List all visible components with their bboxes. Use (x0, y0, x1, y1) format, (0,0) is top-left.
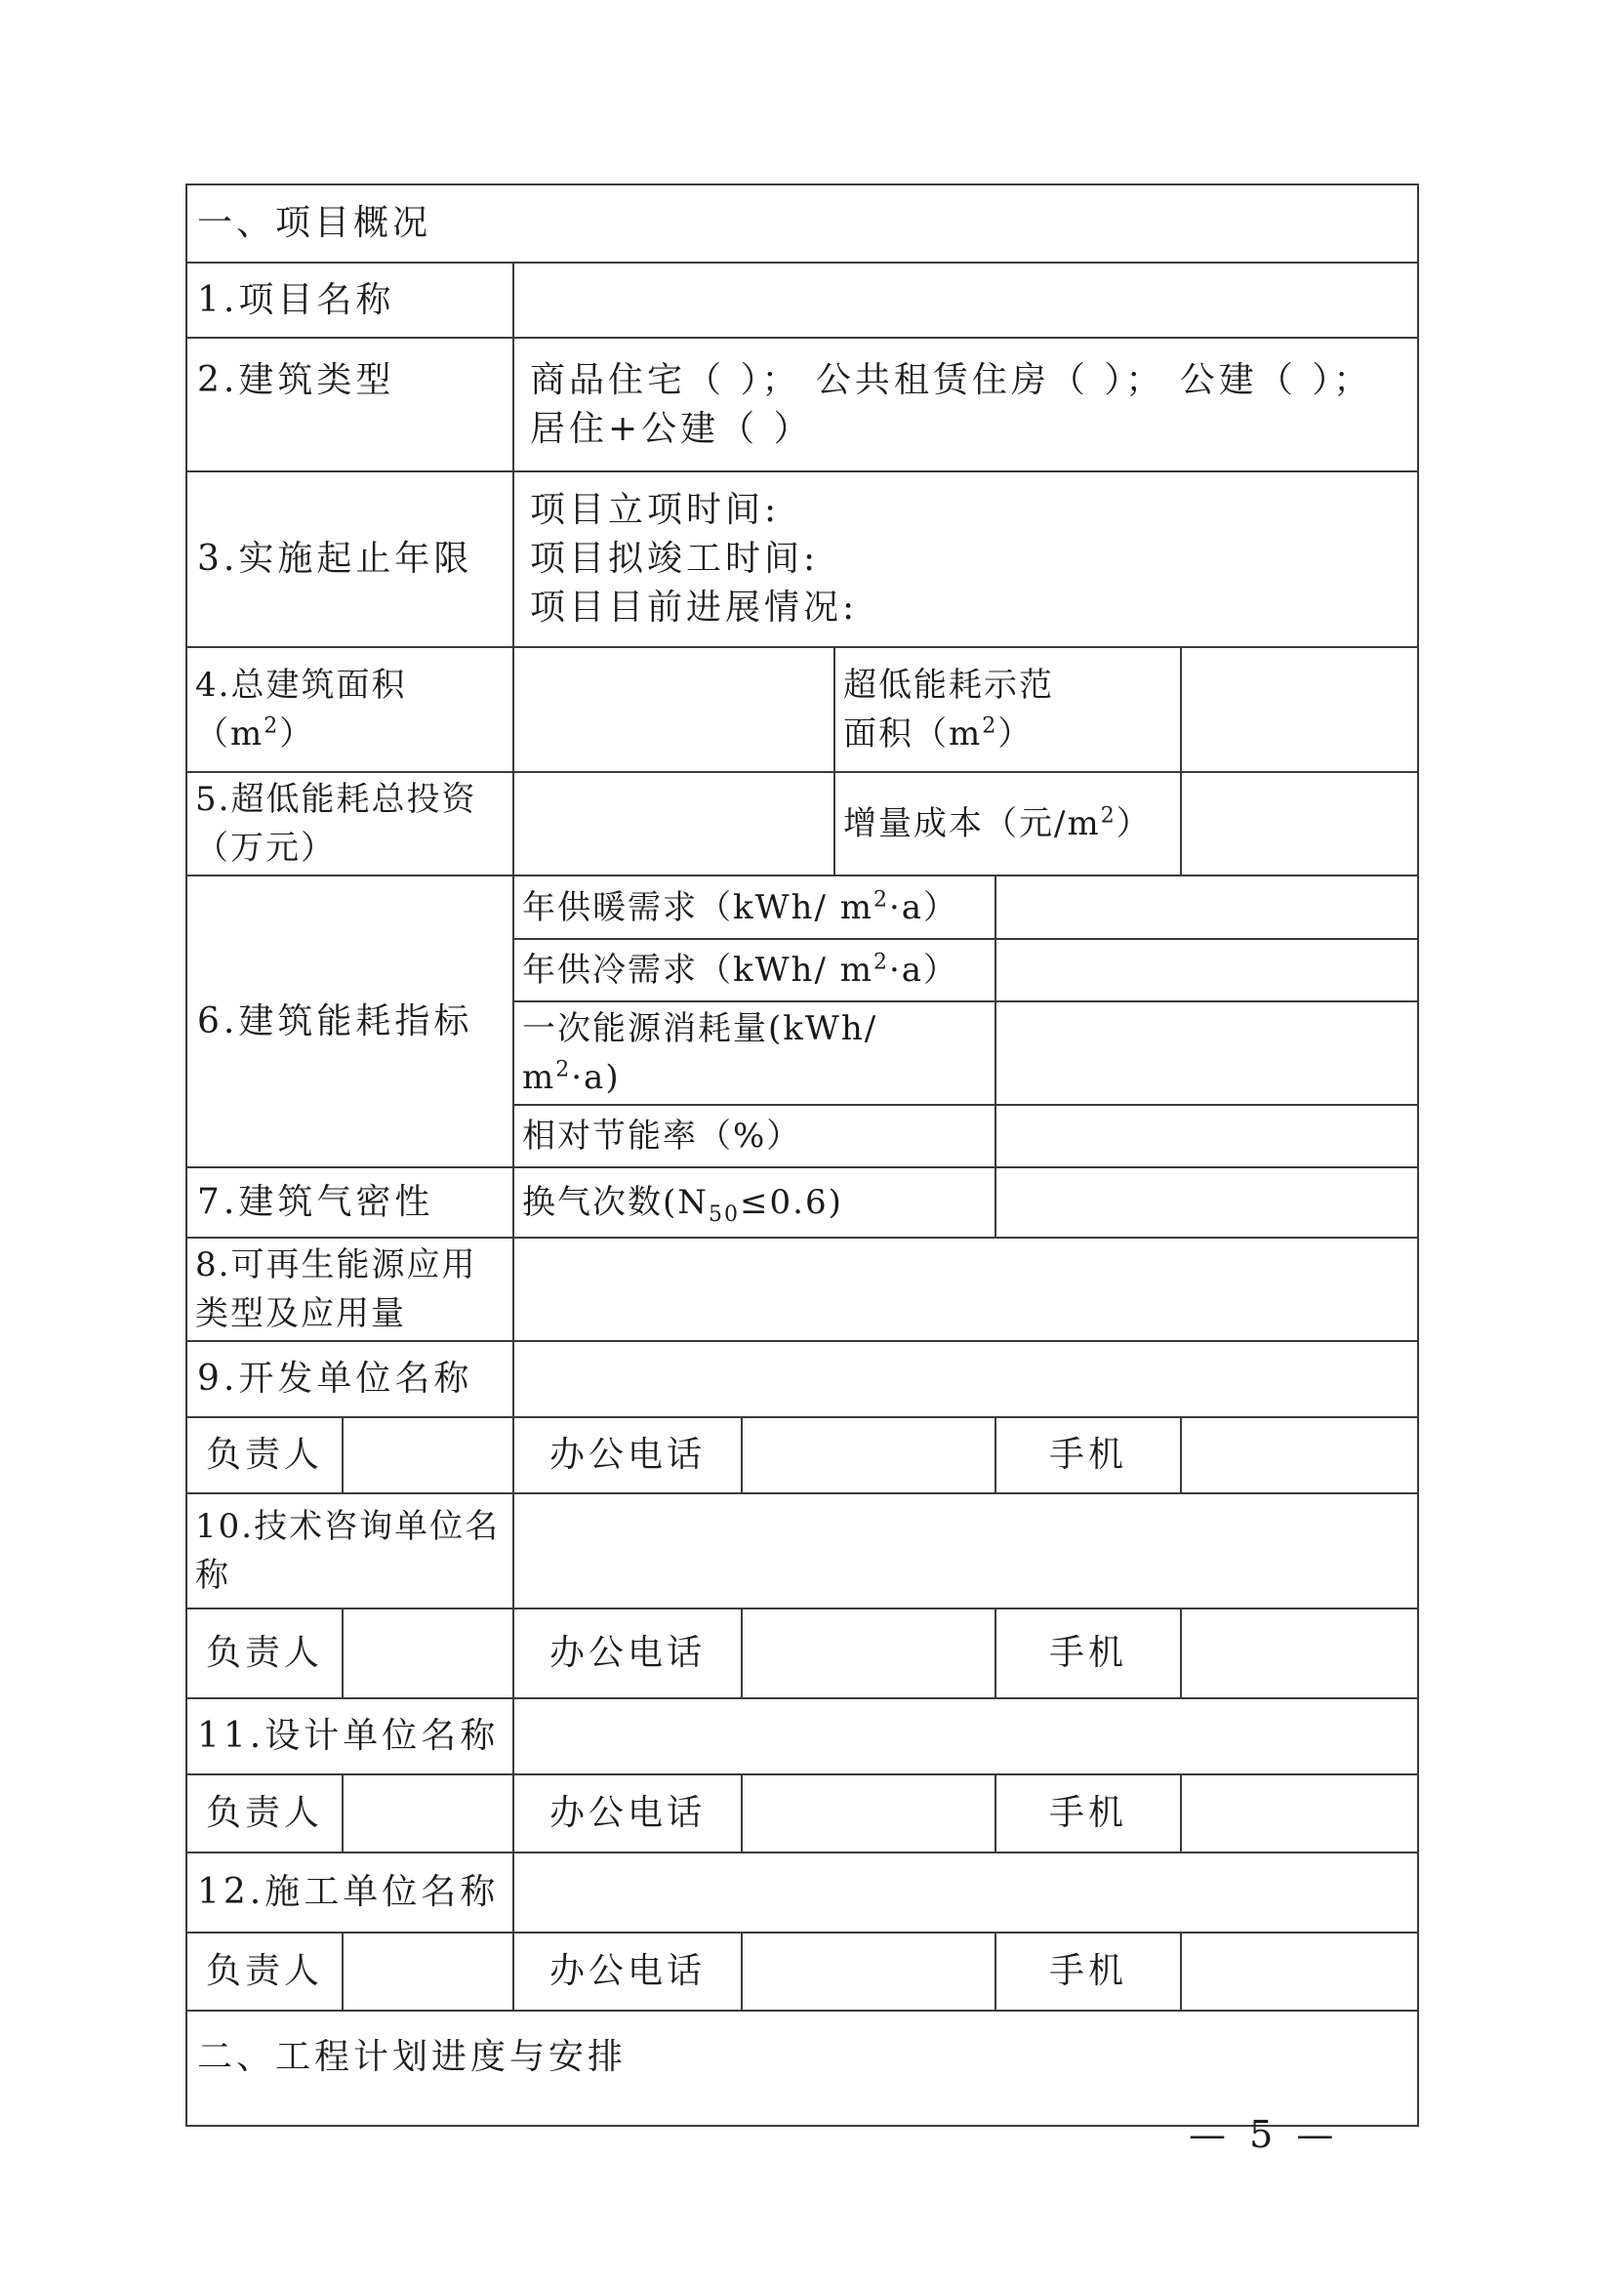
field-consultant-name[interactable] (513, 1493, 1418, 1608)
label-primary-energy-consumption: 一次能源消耗量(kWh/ $m^2\cdot a$) (513, 1001, 995, 1105)
field-designer-office-phone[interactable] (742, 1774, 995, 1852)
field-constructor-mobile[interactable] (1181, 1933, 1418, 2011)
label-constructor-office-phone: 办公电话 (513, 1933, 742, 2011)
field-ultra-low-energy-demo-area[interactable] (1181, 647, 1418, 772)
field-developer-person[interactable] (343, 1417, 513, 1493)
label-total-floor-area: 4.总建筑面积$(m^2)$ (186, 647, 513, 772)
label-ultra-low-energy-demo-area: 超低能耗示范 面积$(m^2)$ (834, 647, 1181, 772)
label-developer-person: 负责人 (186, 1417, 343, 1493)
field-designer-mobile[interactable] (1181, 1774, 1418, 1852)
field-project-name[interactable] (513, 263, 1418, 338)
label-air-change-rate: 换气次数$(N_{50}\le 0.6)$ (513, 1167, 995, 1238)
label-developer-office-phone: 办公电话 (513, 1417, 742, 1493)
field-developer-office-phone[interactable] (742, 1417, 995, 1493)
label-airtightness: 7.建筑气密性 (186, 1167, 513, 1238)
field-annual-heating-demand[interactable] (995, 875, 1418, 939)
field-renewable-energy[interactable] (513, 1238, 1418, 1341)
label-annual-cooling-demand: 年供冷需求（kWh/ $m^2\cdot a$） (513, 939, 995, 1001)
label-annual-heating-demand: 年供暖需求（kWh/ $m^2\cdot a$） (513, 875, 995, 939)
label-project-name: 1.项目名称 (186, 263, 513, 338)
label-constructor-person: 负责人 (186, 1933, 343, 2011)
field-constructor-office-phone[interactable] (742, 1933, 995, 2011)
field-relative-energy-saving-rate[interactable] (995, 1105, 1418, 1167)
label-building-type: 2.建筑类型 (186, 338, 513, 471)
label-consultant-office-phone: 办公电话 (513, 1608, 742, 1698)
label-developer-mobile: 手机 (995, 1417, 1181, 1493)
label-renewable-energy: 8.可再生能源应用 类型及应用量 (186, 1238, 513, 1341)
field-designer-name[interactable] (513, 1698, 1418, 1774)
label-incremental-cost: 增量成本（元$/m^2$） (834, 772, 1181, 875)
field-consultant-mobile[interactable] (1181, 1608, 1418, 1698)
field-developer-mobile[interactable] (1181, 1417, 1418, 1493)
label-designer-mobile: 手机 (995, 1774, 1181, 1852)
field-primary-energy-consumption[interactable] (995, 1001, 1418, 1105)
field-annual-cooling-demand[interactable] (995, 939, 1418, 1001)
label-consultant-name: 10.技术咨询单位名 称 (186, 1493, 513, 1608)
label-developer-name: 9.开发单位名称 (186, 1341, 513, 1417)
field-constructor-name[interactable] (513, 1852, 1418, 1933)
label-energy-indicators: 6.建筑能耗指标 (186, 875, 513, 1167)
label-consultant-mobile: 手机 (995, 1608, 1181, 1698)
application-form-table (185, 183, 1419, 2127)
label-total-investment: 5.超低能耗总投资 （万元） (186, 772, 513, 875)
field-designer-person[interactable] (343, 1774, 513, 1852)
field-incremental-cost[interactable] (1181, 772, 1418, 875)
label-relative-energy-saving-rate: 相对节能率（%） (513, 1105, 995, 1167)
label-designer-person: 负责人 (186, 1774, 343, 1852)
label-designer-office-phone: 办公电话 (513, 1774, 742, 1852)
field-total-floor-area[interactable] (513, 647, 834, 772)
field-developer-name[interactable] (513, 1341, 1418, 1417)
label-consultant-person: 负责人 (186, 1608, 343, 1698)
field-consultant-office-phone[interactable] (742, 1608, 995, 1698)
field-building-type-options[interactable]: 商品住宅（ ）； 公共租赁住房（ ）； 公建（ ）； 居住+公建（ ） (513, 338, 1418, 471)
section-title-project-overview: 一、项目概况 (186, 184, 1418, 263)
field-total-investment[interactable] (513, 772, 834, 875)
field-constructor-person[interactable] (343, 1933, 513, 2011)
field-implementation-period[interactable]: 项目立项时间: 项目拟竣工时间: 项目目前进展情况: (513, 471, 1418, 647)
field-air-change-rate[interactable] (995, 1167, 1418, 1238)
label-constructor-name: 12.施工单位名称 (186, 1852, 513, 1933)
label-implementation-period: 3.实施起止年限 (186, 471, 513, 647)
label-constructor-mobile: 手机 (995, 1933, 1181, 2011)
field-consultant-person[interactable] (343, 1608, 513, 1698)
section-title-schedule: 二、工程计划进度与安排 (186, 2011, 1418, 2126)
label-designer-name: 11.设计单位名称 (186, 1698, 513, 1774)
page-number: — 5 — (1189, 2113, 1340, 2156)
